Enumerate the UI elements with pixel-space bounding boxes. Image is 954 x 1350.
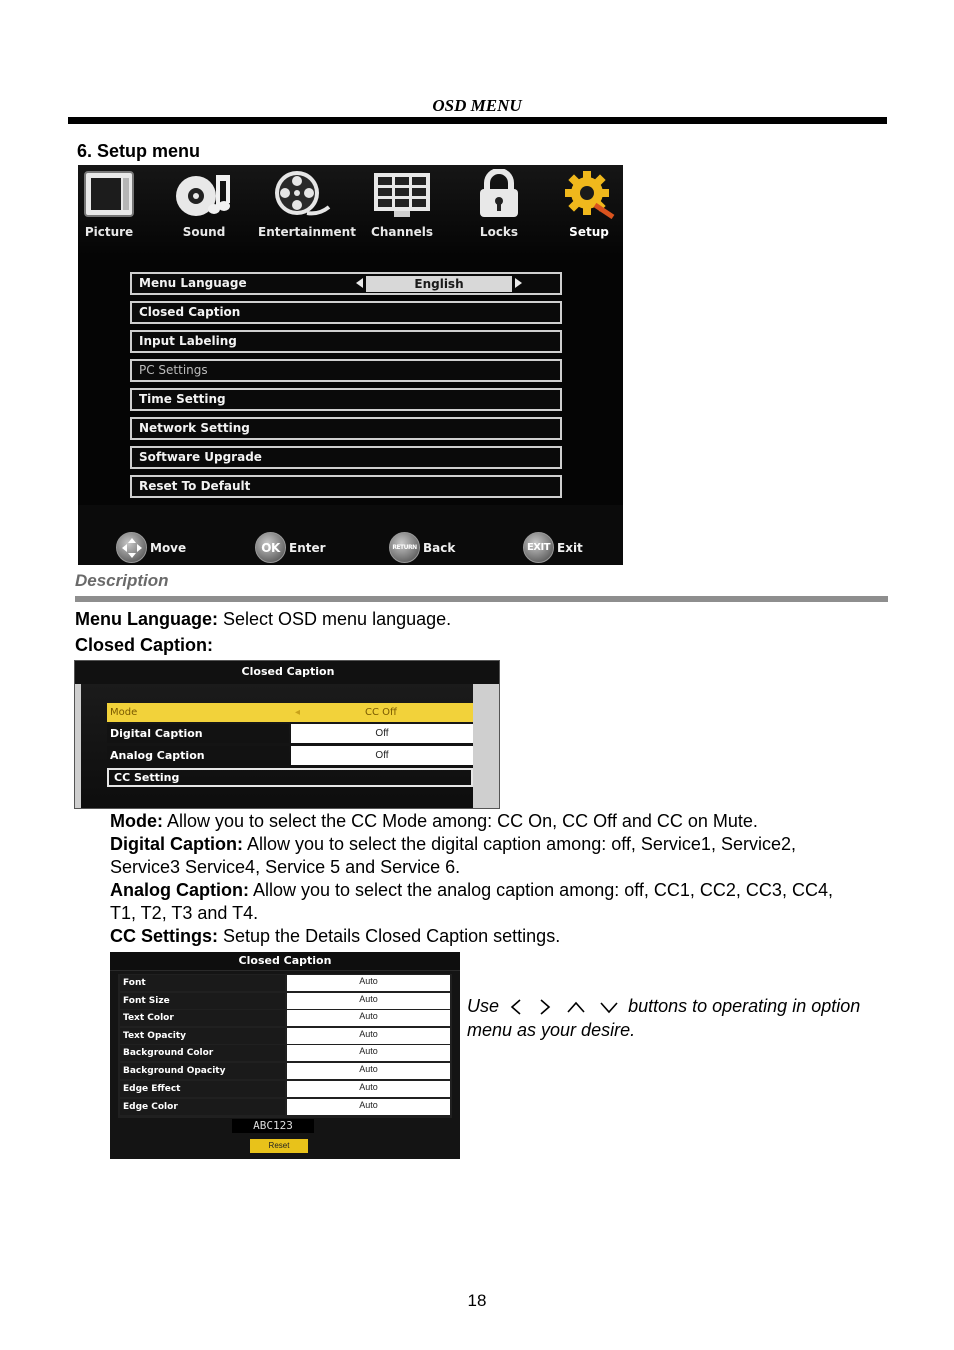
menu-item-label: Menu Language [139, 276, 247, 290]
definition: Select OSD menu language. [218, 609, 452, 629]
caption-sample-preview: ABC123 [232, 1119, 314, 1133]
cc-text-color-value[interactable]: Auto [287, 1010, 450, 1026]
menu-item-closed-caption[interactable] [130, 301, 562, 324]
term: Analog Caption: [110, 880, 249, 900]
arrow-right-icon[interactable] [515, 278, 522, 288]
cc-font-size-value[interactable]: Auto [287, 993, 450, 1009]
cc-font-size-label: Font Size [120, 993, 285, 1009]
chevron-down-icon [599, 1000, 619, 1014]
cc-analog-caption-label: Analog Caption [107, 746, 289, 765]
ok-button-icon: OK [255, 532, 286, 563]
closed-caption-heading [75, 634, 213, 657]
hint-text: buttons to operating in option [623, 996, 861, 1016]
description-rule [75, 596, 888, 602]
menu-item-pc-settings[interactable] [130, 359, 562, 382]
analog-caption-description [110, 879, 833, 902]
nav-enter[interactable] [255, 532, 326, 563]
cc-text-opacity-value[interactable]: Auto [287, 1028, 450, 1044]
menu-item-label: Input Labeling [139, 334, 237, 348]
digital-caption-description-cont: Service3 Service4, Service 5 and Service 6. [110, 857, 461, 877]
channel-grid-icon [372, 169, 432, 219]
reset-button[interactable]: Reset [250, 1139, 308, 1153]
cc-text-color-label: Text Color [120, 1010, 285, 1026]
category-label: Setup [569, 225, 609, 239]
menu-item-reset-to-default[interactable] [130, 475, 562, 498]
arrow-left-icon[interactable]: ◂ [295, 707, 301, 718]
menu-item-input-labeling[interactable] [130, 330, 562, 353]
chevron-right-icon [537, 998, 553, 1016]
definition: Allow you to select the CC Mode among: CC On, CC Off and CC on Mute. [163, 811, 758, 831]
nav-label: Back [423, 540, 456, 555]
category-label: Sound [182, 225, 226, 239]
category-label: Entertainment [258, 225, 356, 239]
gear-icon [559, 169, 619, 219]
menu-item-label: Network Setting [139, 421, 250, 435]
hint-prefix: Use [467, 996, 500, 1016]
page-number: 18 [467, 1291, 487, 1310]
category-label: Channels [371, 225, 433, 239]
cc-edge-color-label: Edge Color [120, 1099, 285, 1115]
menu-item-time-setting[interactable] [130, 388, 562, 411]
setup-menu-screenshot [78, 165, 623, 565]
monitor-icon [81, 169, 137, 219]
header-rule [68, 117, 887, 124]
category-entertainment[interactable] [258, 169, 356, 239]
nav-bar [78, 505, 623, 565]
term: CC Settings: [110, 926, 218, 946]
closed-caption-screenshot [74, 660, 500, 809]
film-reel-icon [267, 169, 331, 219]
category-sound[interactable] [163, 169, 245, 239]
mode-description [110, 810, 758, 833]
nav-label: Enter [289, 540, 326, 555]
category-label: Locks [479, 225, 519, 239]
menu-item-label: Reset To Default [139, 479, 251, 493]
cc-edge-color-value[interactable]: Auto [287, 1099, 450, 1115]
return-button-icon: RETURN [389, 532, 420, 563]
category-setup[interactable] [548, 169, 623, 239]
definition: Allow you to select the digital caption among: off, Service1, Service2, [243, 834, 796, 854]
term: Menu Language: [75, 609, 218, 629]
analog-caption-description-cont: T1, T2, T3 and T4. [110, 903, 259, 923]
cc-title: Closed Caption [110, 952, 460, 971]
cc-digital-caption-label: Digital Caption [107, 724, 289, 743]
cc-background-color-label: Background Color [120, 1045, 285, 1061]
cc-settings-screenshot [110, 952, 460, 1159]
menu-item-label: Closed Caption [139, 305, 241, 319]
cc-settings-description [110, 925, 560, 948]
menu-item-network-setting[interactable] [130, 417, 562, 440]
menu-item-menu-language[interactable] [130, 272, 562, 295]
description-title: Description [75, 571, 169, 590]
exit-button-icon: EXIT [523, 532, 554, 563]
cc-font-value[interactable]: Auto [287, 975, 450, 991]
nav-label: Exit [557, 540, 583, 555]
menu-language-description [75, 608, 451, 631]
cc-title: Closed Caption [75, 661, 500, 684]
padlock-icon [474, 169, 524, 219]
term: Closed Caption: [75, 635, 213, 655]
category-label: Picture [84, 225, 134, 239]
cc-font-label: Font [120, 975, 285, 991]
cc-mode-label: Mode [110, 707, 138, 718]
term: Mode: [110, 811, 163, 831]
definition: Setup the Details Closed Caption settings. [218, 926, 561, 946]
cc-mode-value: CC Off [365, 707, 397, 718]
menu-item-label: Time Setting [139, 392, 226, 406]
arrow-left-icon[interactable] [356, 278, 363, 288]
section-title: 6. Setup menu [77, 141, 201, 161]
cc-background-opacity-value[interactable]: Auto [287, 1063, 450, 1079]
nav-back[interactable] [389, 532, 455, 563]
language-value[interactable]: English [366, 276, 512, 292]
header-title: OSD MENU [432, 96, 522, 115]
cc-analog-caption-value[interactable]: Off [291, 746, 473, 765]
menu-item-label: PC Settings [139, 363, 208, 377]
cc-setting-row[interactable]: CC Setting [107, 768, 473, 787]
hint-text-line2: menu as your desire. [467, 1020, 636, 1040]
chevron-up-icon [566, 1000, 586, 1014]
cc-text-opacity-label: Text Opacity [120, 1028, 285, 1044]
category-bar [78, 165, 623, 255]
category-picture[interactable] [78, 169, 150, 239]
category-channels[interactable] [361, 169, 443, 239]
cc-edge-effect-value[interactable]: Auto [287, 1081, 450, 1097]
speaker-note-icon [174, 169, 234, 219]
navigation-hint [467, 994, 860, 1042]
cc-mode-row[interactable] [107, 703, 473, 722]
chevron-left-icon [508, 998, 524, 1016]
term: Digital Caption: [110, 834, 243, 854]
nav-label: Move [150, 540, 187, 555]
cc-edge-effect-label: Edge Effect [120, 1081, 285, 1097]
cc-background-opacity-label: Background Opacity [120, 1063, 285, 1079]
cc-digital-caption-value[interactable]: Off [291, 724, 473, 743]
definition: Allow you to select the analog caption among: off, CC1, CC2, CC3, CC4, [248, 880, 833, 900]
menu-item-software-upgrade[interactable] [130, 446, 562, 469]
cc-background-color-value[interactable]: Auto [287, 1045, 450, 1061]
category-locks[interactable] [458, 169, 540, 239]
nav-exit[interactable] [523, 532, 583, 563]
dpad-icon [116, 532, 147, 563]
digital-caption-description [110, 833, 796, 856]
menu-item-label: Software Upgrade [139, 450, 262, 464]
nav-move[interactable] [116, 532, 186, 563]
